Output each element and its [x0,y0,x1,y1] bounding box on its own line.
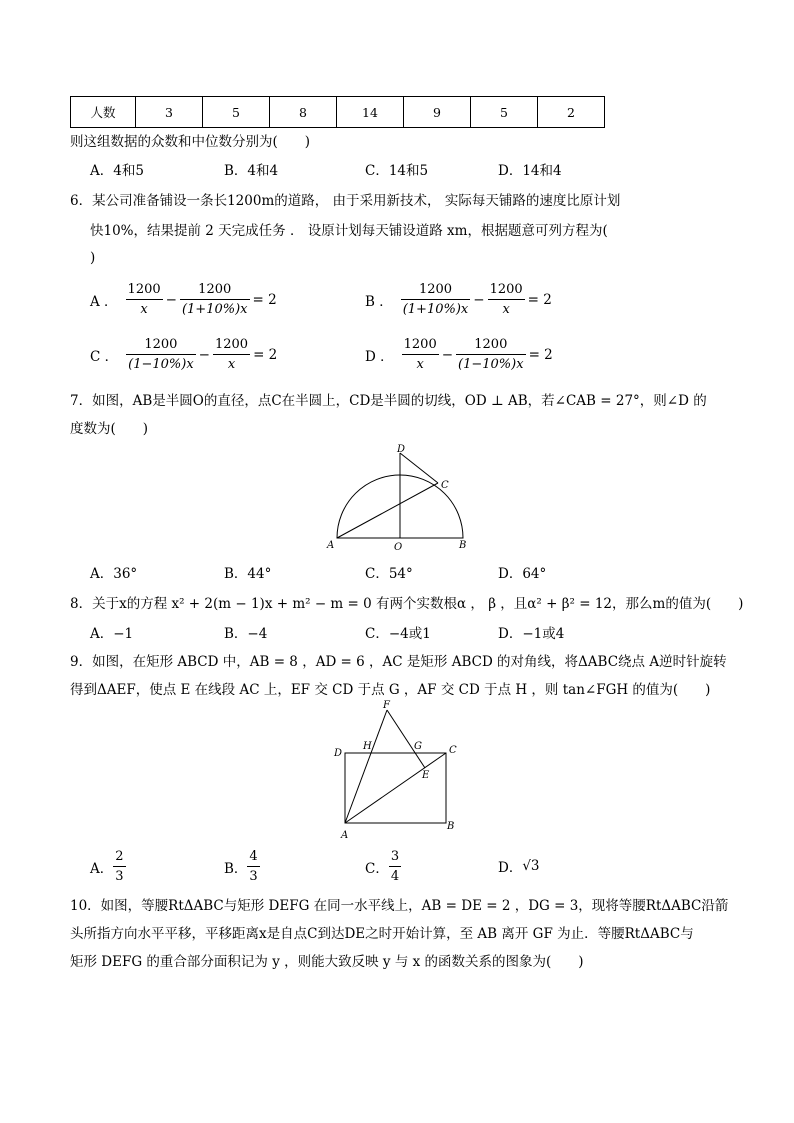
fraction: $\frac{1200}{x}$ [214,337,249,372]
label-d: D [397,444,406,455]
fraction: $\frac{1200}{x}$ [127,282,161,317]
fraction: $\frac{3}{4}$ [390,849,400,884]
q6-option-a [90,280,280,319]
equation-rhs: = 2 [527,291,552,308]
q9-option-c [365,847,401,886]
option-label: A． [90,860,114,877]
q6-option-b [365,280,555,319]
q7-option-a: A．36° [90,566,138,582]
q6-line1: 6．某公司准备铺设一条长1200m的道路， 由于采用新技术， 实际每天铺路的速度比原计划 [70,193,621,209]
q7-line1: 7．如图，AB是半圆O的直径，点C在半圆上，CD是半圆的切线，OD ⊥ AB，若∠CAB = 27°，则∠D 的 [70,393,707,409]
q5-option-a: A．4和5 [90,163,144,179]
table-cell: 9 [404,97,471,128]
equation-rhs: = 2 [253,346,278,363]
fraction: $\frac{1200}{x}$ [403,337,437,372]
operator: − [198,346,210,363]
label-b: B [447,821,455,832]
segment-af [345,710,387,823]
fraction: $\frac{1200}{(1-10\%)x}$ [128,337,194,372]
label-a: A [341,830,349,841]
label-h: H [363,741,372,752]
equation-rhs: = 2 [252,291,277,308]
q8-line1: 8．关于x的方程 x² + 2(m − 1)x + m² − m = 0 有两个实数根α ， β ，且α² + β² = 12，那么m的值为( ) [70,596,744,612]
q10-line2: 头所指方向水平平移，平移距离x是自点C到达DE之时开始计算，至 AB 离开 GF 为止．等腰RtΔABC与 [70,926,694,942]
q9-option-d [498,856,540,876]
segment-dc [400,453,438,483]
operator: − [441,346,454,363]
segment-fe [387,710,425,768]
fraction: $\frac{1200}{x}$ [489,282,523,317]
q8-option-a: A．−1 [90,626,134,642]
table-cell: 人数 [71,97,136,128]
q7-option-d: D．64° [498,566,547,582]
q7-option-b: B．44° [224,566,272,582]
q5-option-d: D．14和4 [498,163,562,179]
option-label: D ． [365,348,394,365]
q9-option-a [90,847,126,886]
option-label: C ． [90,348,119,365]
segment-ac [337,483,438,538]
label-f: F [383,700,390,711]
table-row [71,97,605,128]
diagonal-ac [345,753,446,823]
equation-rhs: = 2 [528,346,553,363]
rectangle-figure [325,698,470,844]
frequency-table [70,96,605,128]
label-b: B [459,540,467,551]
option-label: A ． [90,293,118,310]
q5-option-b: B．4和4 [224,163,279,179]
option-label: B ． [365,293,393,310]
table-cell: 2 [538,97,605,128]
label-d: D [334,748,343,759]
q9-option-b [224,847,260,886]
q10-line3: 矩形 DEFG 的重合部分面积记为 y ，则能大致反映 y 与 x 的函数关系的图象为( ) [70,954,584,970]
table-cell: 8 [270,97,337,128]
q6-line3: ) [90,250,96,266]
label-e: E [422,770,430,781]
fraction: $\frac{1200}{(1+10\%)x}$ [181,282,248,317]
label-c: C [449,745,457,756]
label-a: A [327,540,335,551]
q5-option-c: C．14和5 [365,163,429,179]
fraction: $\frac{4}{3}$ [249,849,258,884]
q6-option-c [90,335,280,374]
label-o: O [394,542,403,553]
option-label: C． [365,860,389,877]
table-cell: 5 [203,97,270,128]
fraction: $\frac{2}{3}$ [115,849,124,884]
table-cell: 5 [471,97,538,128]
option-label: B． [224,860,248,877]
label-g: G [414,741,422,752]
q8-option-b: B．−4 [224,626,268,642]
q9-line2: 得到ΔAEF，使点 E 在线段 AC 上，EF 交 CD 于点 G ，AF 交 CD 于点 H ，则 tan∠FGH 的值为( ) [70,682,711,698]
semicircle-figure [320,440,480,556]
fraction: $\frac{1200}{(1-10\%)x}$ [458,337,524,372]
option-value: √3 [522,858,540,874]
operator: − [473,291,485,308]
table-cell: 14 [337,97,404,128]
table-cell: 3 [136,97,203,128]
q7-line2: 度数为( ) [70,421,149,437]
q7-option-c: C．54° [365,566,413,582]
q8-option-d: D．−1或4 [498,626,565,642]
q9-line1: 9．如图，在矩形 ABCD 中，AB = 8 ，AD = 6 ，AC 是矩形 ABCD 的对角线，将ΔABC绕点 A逆时针旋转 [70,654,727,670]
q5-stem: 则这组数据的众数和中位数分别为( ) [70,134,311,150]
operator: − [165,291,177,308]
q10-line1: 10．如图，等腰RtΔABC与矩形 DEFG 在同一水平线上，AB = DE = 2 ，DG = 3，现将等腰RtΔABC沿箭 [70,898,729,914]
q8-option-c: C．−4或1 [365,626,431,642]
fraction: $\frac{1200}{(1+10\%)x}$ [402,282,469,317]
q6-option-d [365,335,556,374]
option-label: D． [498,860,523,876]
label-c: C [441,480,449,491]
q6-line2: 快10%，结果提前 2 天完成任务 ． 设原计划每天铺设道路 xm，根据题意可列方程为( [90,223,608,239]
